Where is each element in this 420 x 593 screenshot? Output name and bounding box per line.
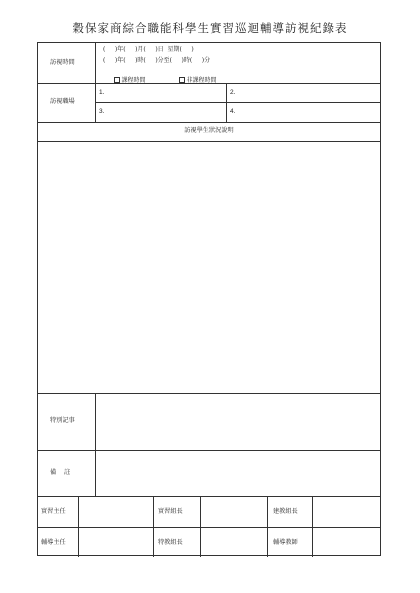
visit-time-label: 訪視時間 [50,59,75,66]
visit-time-range-line: ( )年( )時( )分至( )時( )分 [103,57,211,64]
site-slot-4[interactable]: 4. [230,108,236,115]
site-slot-1[interactable]: 1. [99,89,105,96]
row-divider [95,102,380,103]
row-divider [38,450,380,451]
site-slot-2[interactable]: 2. [230,89,236,96]
visit-date-line: ( )年( )月( )日 星期( ) [103,46,194,53]
row-divider [38,496,380,497]
col-divider [267,496,268,557]
col-divider [78,496,79,557]
col-divider [312,496,313,557]
col-divider [95,43,96,122]
sign-label-counselor: 輔導教師 [273,539,298,546]
col-divider [226,83,227,122]
sign-label-practice-head: 實習組長 [158,508,183,515]
noncourse-time-checkbox[interactable] [179,77,185,83]
col-divider [153,496,154,557]
course-time-option[interactable] [103,69,145,93]
noncourse-time-label: 非課程時間 [186,77,217,84]
special-notes-label: 特別記事 [50,417,75,424]
course-time-label: 課程時間 [121,77,146,84]
remarks-label: 備 註 [50,469,71,476]
sign-label-special-ed-head: 特教組長 [158,539,183,546]
sign-label-practice-director: 實習主任 [41,508,66,515]
col-divider [200,496,201,557]
sign-label-counsel-director: 輔導主任 [41,539,66,546]
form-table [37,42,381,556]
site-slot-3[interactable]: 3. [99,108,105,115]
row-divider [38,141,380,142]
row-divider [38,527,380,528]
student-status-label: 訪視學生狀況說明 [184,127,234,134]
noncourse-time-option[interactable] [168,69,216,93]
course-time-checkbox[interactable] [114,77,120,83]
row-divider [38,122,380,123]
col-divider [95,393,96,496]
row-divider [38,393,380,394]
form-title: 穀保家商綜合職能科學生實習巡迴輔導訪視紀錄表 [72,21,348,35]
sign-label-coop-head: 建教組長 [273,508,298,515]
visit-site-label: 訪視職場 [50,98,75,105]
